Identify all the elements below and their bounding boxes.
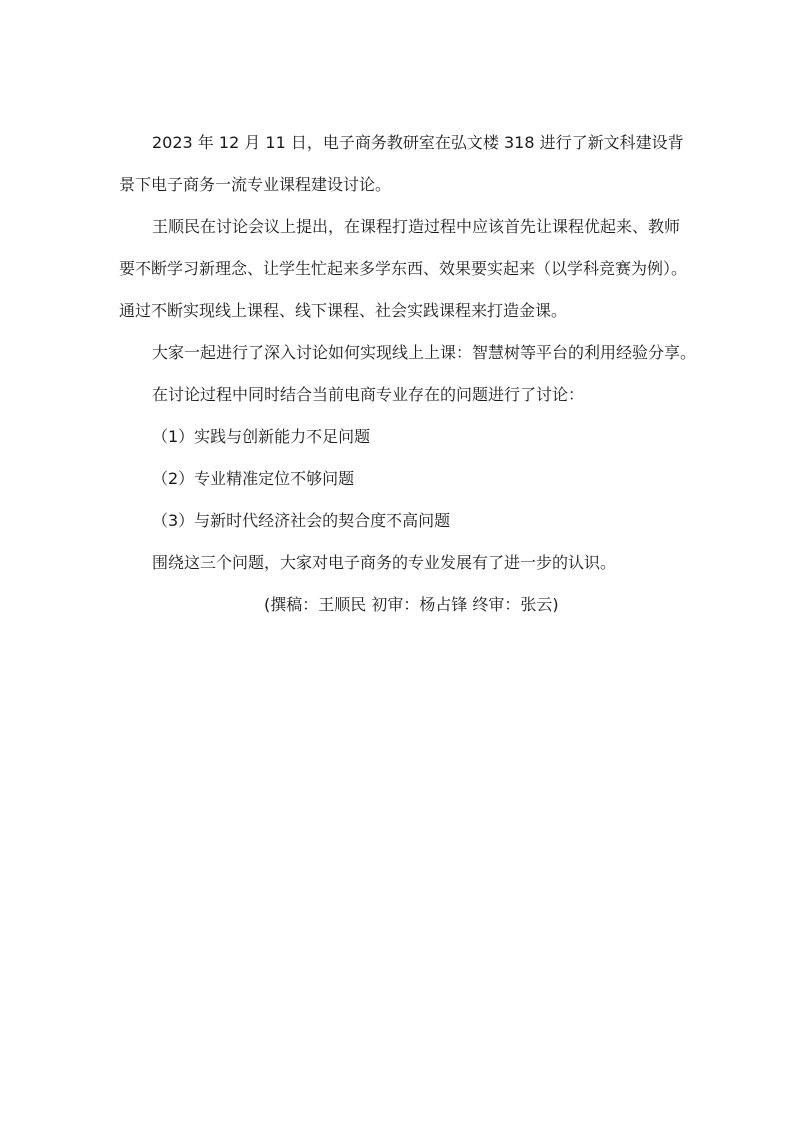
paragraph-date-line: 2023 年 12 月 11 日，电子商务教研室在弘文楼 318 进行了新文科建设背 bbox=[152, 133, 684, 152]
paragraph-proposal-line: 王顺民在讨论会议上提出，在课程打造过程中应该首先让课程优起来、教师 bbox=[152, 217, 681, 236]
paragraph-online-discussion: 大家一起进行了深入讨论如何实现线上上课：智慧树等平台的利用经验分享。 bbox=[152, 343, 697, 362]
paragraph-problems-intro: 在讨论过程中同时结合当前电商专业存在的问题进行了讨论： bbox=[152, 385, 585, 404]
list-item-problem-2: （2）专业精准定位不够问题 bbox=[152, 469, 355, 488]
byline-credits: (撰稿：王顺民 初审：杨占锋 终审：张云) bbox=[264, 595, 559, 614]
document-body bbox=[119, 122, 697, 626]
list-item-problem-3: （3）与新时代经济社会的契合度不高问题 bbox=[152, 511, 451, 530]
paragraph-conclusion: 围绕这三个问题，大家对电子商务的专业发展有了进一步的认识。 bbox=[152, 553, 617, 572]
list-item-problem-1: （1）实践与创新能力不足问题 bbox=[152, 427, 371, 446]
paragraph-proposal-line-cont: 要不断学习新理念、让学生忙起来多学东西、效果要实起来（以学科竞赛为例）。 bbox=[119, 259, 688, 278]
paragraph-proposal-line-end: 通过不断实现线上课程、线下课程、社会实践课程来打造金课。 bbox=[119, 301, 568, 320]
paragraph-date-line-cont: 景下电子商务一流专业课程建设讨论。 bbox=[119, 175, 392, 194]
